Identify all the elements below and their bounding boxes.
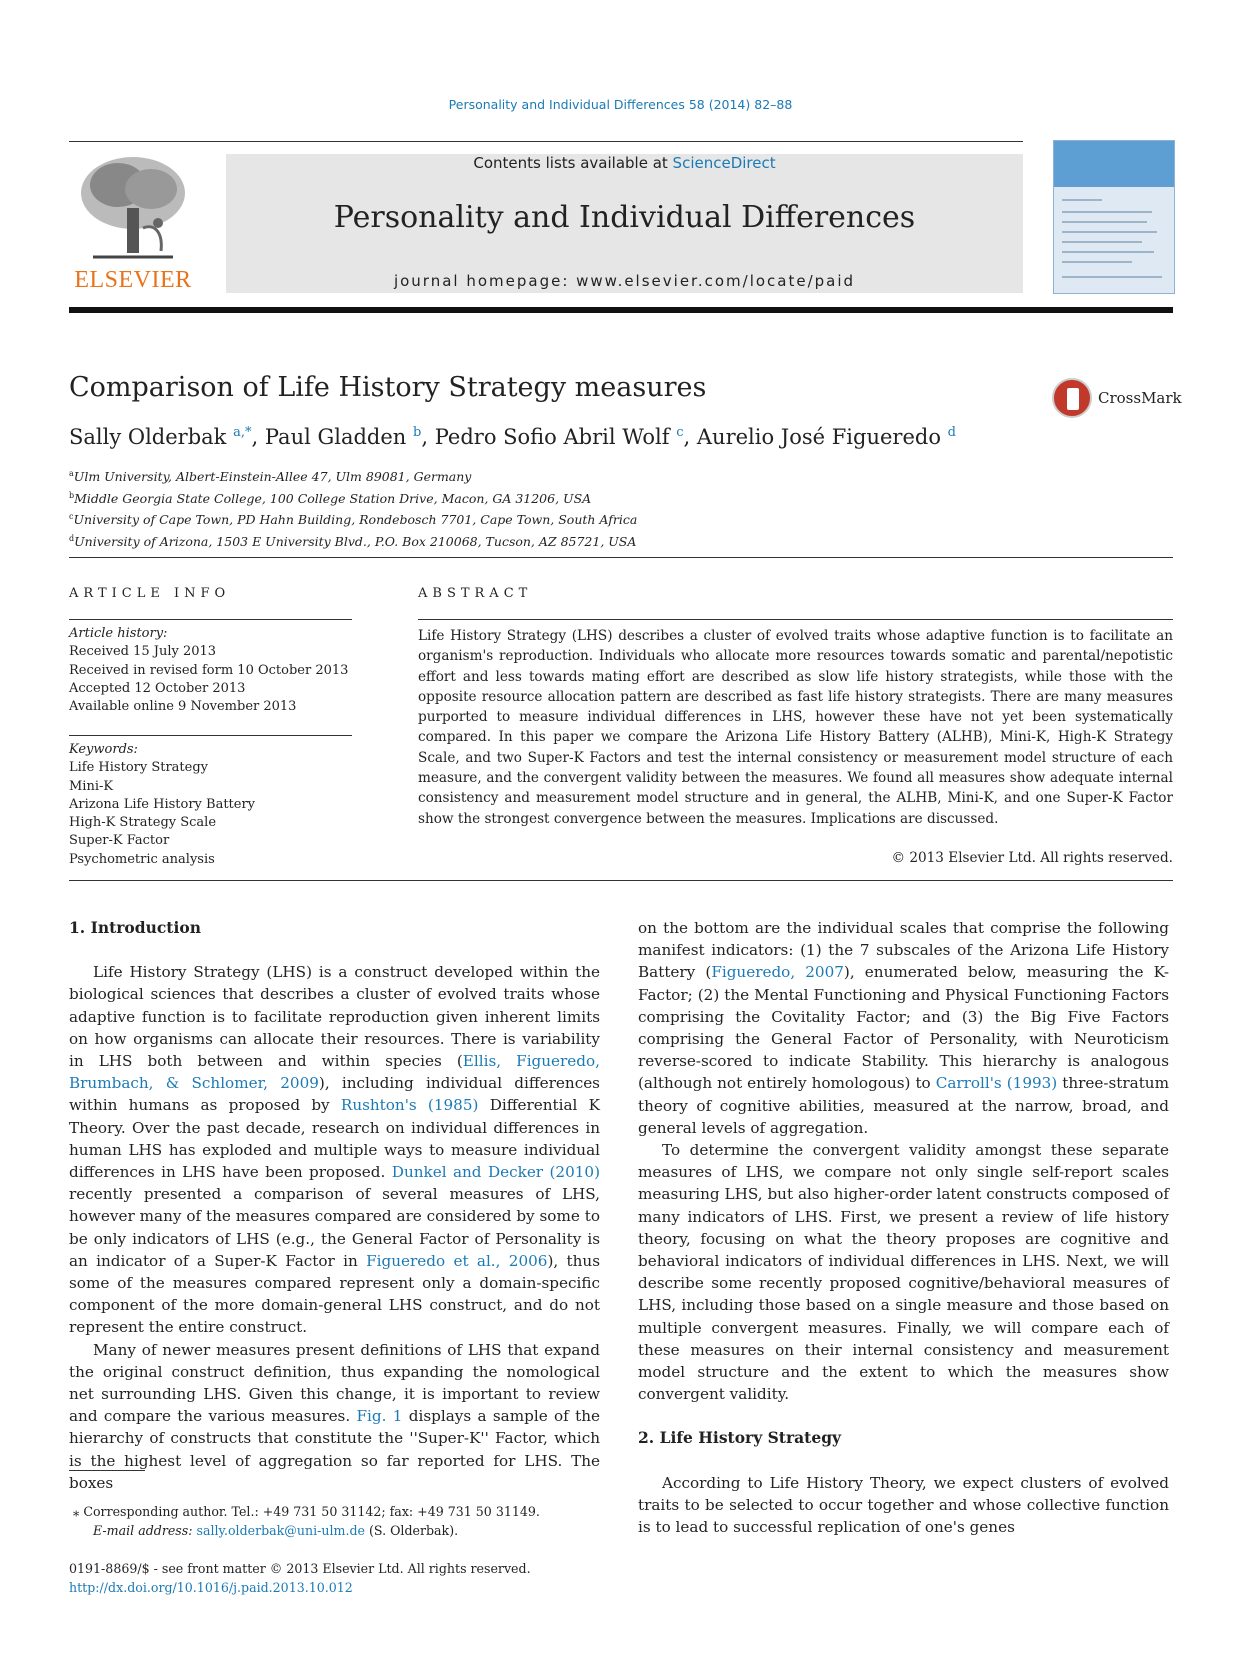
corresponding-text: Corresponding author. Tel.: +49 731 50 31142; fax: +49 731 50 31149. [83,1504,540,1519]
author-name: Pedro Sofio Abril Wolf [434,425,670,449]
history-item: Accepted 12 October 2013 [69,680,246,696]
text: Many of newer measures present definitions of LHS that expand the original construct definition, thus expanding the nomological net surrounding LHS. Given this change, it is important to review and compare the various measures. [69,1340,600,1426]
doi-link[interactable]: http://dx.doi.org/10.1016/j.paid.2013.10.012 [69,1580,353,1595]
footnote-star: ⁎ [73,1504,80,1519]
keywords [69,741,255,869]
crossmark-badge[interactable] [1052,378,1182,422]
author-affiliation-mark[interactable]: b [413,425,422,440]
author-affiliation-mark[interactable]: a,* [233,425,252,440]
text: on the bottom are the individual scales that comprise the following manifest indicators: (1) the 7 subscales of the Arizona Life History Battery ( [638,919,1169,982]
keywords-rule [69,735,352,736]
journal-title: Personality and Individual Differences [333,200,916,235]
citation-link[interactable]: Ellis, Figueredo, Brumbach, & Schlomer, 2009 [69,1052,600,1093]
affiliation-text: Ulm University, Albert-Einstein-Allee 47, Ulm 89081, Germany [73,469,472,485]
affiliation-text: University of Cape Town, PD Hahn Building, Rondebosch 7701, Cape Town, South Africa [73,512,638,528]
keyword-item: Life History Strategy [69,760,209,776]
citation-link[interactable]: Carroll's (1993) [935,1074,1058,1093]
keyword-item: Mini-K [69,778,114,794]
abstract-text: Life History Strategy (LHS) describes a cluster of evolved traits whose adaptive function is to facilitate an organism's reproduction. Individuals who allocate more resources towards somatic and parental/nepotistic effort and less towards mating effort are described as slow life history strategists, while those with the opposite resource allocation pattern are described as fast life history strategists. There are many measures purported to measure individual differences in LHS, however these have not yet been systematically compared. In this paper we compare the Arizona Life History Battery (ALHB), Mini-K, High-K Strategy Scale, and two Super-K Factors and test the internal consistency or measurement model structure of each measure, and the convergent validity between the measures. We found all measures show adequate internal consistency and measurement model structure and in general, the ALHB, Mini-K, and one Super-K Factor show the strongest convergence between the measures. Implications are discussed. [418,628,1173,827]
affiliation-item [69,508,637,530]
journal-banner [226,154,1023,293]
cover-line [1062,221,1147,223]
history-item: Received 15 July 2013 [69,644,217,660]
affiliation-mark: b [69,490,75,500]
header-thick-rule [69,307,1173,313]
author-name: Paul Gladden [264,425,407,449]
issn-line: 0191-8869/$ - see front matter © 2013 Elsevier Ltd. All rights reserved. [69,1561,531,1576]
cover-line [1062,231,1157,233]
journal-homepage[interactable]: journal homepage: www.elsevier.com/locate/paid [393,272,856,290]
contents-prefix: Contents lists available at [473,154,673,172]
author-affiliation-mark[interactable]: c [676,425,684,440]
keywords-label: Keywords: [69,742,138,757]
text: Life History Strategy (LHS) is a construct developed within the biological sciences that describes a cluster of evolved traits whose adaptive function is to facilitate reproduction given inherent limits on how organisms can allocate their resources. There is variability in LHS both between and within species ( [69,963,600,1071]
cover-line [1062,199,1102,201]
abstract-rule [418,619,1173,620]
affiliation-item [69,465,637,487]
crossmark-icon [1052,378,1092,418]
affiliation-item [69,487,637,509]
figure-link[interactable]: Fig. 1 [356,1407,403,1426]
cover-line [1062,261,1132,263]
affiliation-mark: d [69,533,75,543]
paragraph [69,961,600,1338]
corresponding-author-note [69,1502,540,1521]
article-info-rule [69,619,352,620]
body-right-column [638,917,1169,1538]
affiliation-mark: a [69,469,74,478]
paragraph [638,917,1169,1139]
text: three-stratum theory of cognitive abilities, measured at the narrow, broad, and general levels of aggregation. [638,1074,1169,1137]
text: ), enumerated below, measuring the K-Factor; (2) the Mental Functioning and Physical Functioning Factors comprising the Covitality Factor; and (3) the Big Five Factors comprising the General Factor of Personality, with Neuroticism reverse-scored to indicate Stability. This hierarchy is analogous (although not entirely homologous) to [638,963,1169,1093]
abstract-heading: ABSTRACT [418,586,533,601]
history-item: Available online 9 November 2013 [69,699,297,715]
footnote [69,1502,540,1540]
affiliation-rule [69,557,1173,558]
keyword-item: Super-K Factor [69,833,170,849]
section-heading-life-history-strategy: 2. Life History Strategy [638,1428,842,1448]
text: ), including individual differences within humans as proposed by [69,1074,600,1115]
email-label: E-mail address: [93,1523,193,1538]
email-link[interactable]: sally.olderbak@uni-ulm.de [196,1523,365,1538]
citation-link[interactable]: Figueredo, 2007 [711,963,844,982]
affiliation-item [69,530,637,552]
contents-line [226,154,1023,172]
citation-link[interactable]: Rushton's (1985) [340,1096,479,1115]
header-rule [69,141,1023,142]
journal-citation[interactable]: Personality and Individual Differences 58 (2014) 82–88 [448,97,793,112]
citation-link[interactable]: Figueredo et al., 2006 [366,1251,548,1270]
body-left-column [69,917,600,1494]
paragraph: To determine the convergent validity amongst these separate measures of LHS, we compare not only single self-report scales measuring LHS, but also higher-order latent constructs composed of many indicators of LHS. First, we present a review of life history theory, focusing on what the theory proposes are cognitive and behavioral indicators of individual differences in LHS. Next, we will describe some recently proposed cognitive/behavioral measures of LHS, including those based on a single measure and those based on multiple convergent measures. Finally, we will compare each of these measures on their internal consistency and measurement model structure and the extent to which the measures show convergent validity. [638,1141,1169,1404]
keyword-item: Arizona Life History Battery [69,796,256,812]
crossmark-label: CrossMark [1098,389,1182,407]
paragraph: According to Life History Theory, we expect clusters of evolved traits to be selected to occur together and whose collective function is to lead to successful replication of one's genes [638,1473,1169,1537]
section-heading-introduction: 1. Introduction [69,918,201,937]
citation-link[interactable]: Dunkel and Decker (2010) [391,1163,600,1182]
cover-line [1062,251,1154,253]
text: ), thus some of the measures compared represent only a domain-specific component of the more domain-general LHS construct, and do not represent the entire construct. [69,1251,600,1337]
paragraph [69,1339,600,1494]
front-matter [69,1559,531,1597]
email-note [69,1521,540,1540]
affiliation-text: Middle Georgia State College, 100 College Station Drive, Macon, GA 31206, USA [74,490,592,506]
elsevier-wordmark: ELSEVIER [74,267,192,293]
text: displays a sample of the hierarchy of constructs that constitute the ''Super-K'' Factor, which is the highest level of aggregation so far reported for LHS. The boxes [69,1407,600,1492]
article-history [69,625,348,716]
cover-band [1054,141,1174,187]
keyword-item: Psychometric analysis [69,851,215,867]
affiliation-text: University of Arizona, 1503 E University Blvd., P.O. Box 210068, Tucson, AZ 85721, USA [74,534,637,550]
text: recently presented a comparison of several measures of LHS, however many of the measures compared are considered by some to be only indicators of LHS (e.g., the General Factor of Personality is an indicator of a Super-K Factor in [69,1185,600,1270]
keyword-item: High-K Strategy Scale [69,815,217,831]
history-item: Received in revised form 10 October 2013 [69,662,349,678]
footnote-rule [69,1470,145,1471]
author-name: Sally Olderbak [69,425,227,449]
history-label: Article history: [69,626,168,641]
abstract-copyright: © 2013 Elsevier Ltd. All rights reserved. [891,850,1173,866]
email-suffix: (S. Olderbak). [365,1523,459,1538]
affiliation-mark: c [69,512,74,522]
elsevier-logo [69,153,197,296]
cover-line [1062,276,1162,278]
text: Differential K Theory. Over the past decade, research on individual differences in human LHS has exploded and multiple ways to measure individual differences in LHS have been proposed. [69,1096,601,1182]
sciencedirect-link[interactable]: ScienceDirect [672,154,776,172]
paper-title: Comparison of Life History Strategy measures [69,372,707,403]
author-name: Aurelio José Figueredo [696,425,941,449]
tree-icon [73,153,193,265]
journal-cover-thumbnail[interactable] [1053,140,1175,294]
cover-line [1062,241,1142,243]
abstract-bottom-rule [69,880,1173,881]
article-info-heading: ARTICLE INFO [69,586,231,601]
author-affiliation-mark[interactable]: d [947,425,956,440]
affiliations [69,465,637,552]
author-list: Sally Olderbak $^{a,*}$, Paul Gladden $^b$, Pedro Sofio Abril Wolf $^c$, Aurelio José Figueredo $^d$ [69,425,956,449]
cover-line [1062,211,1152,213]
